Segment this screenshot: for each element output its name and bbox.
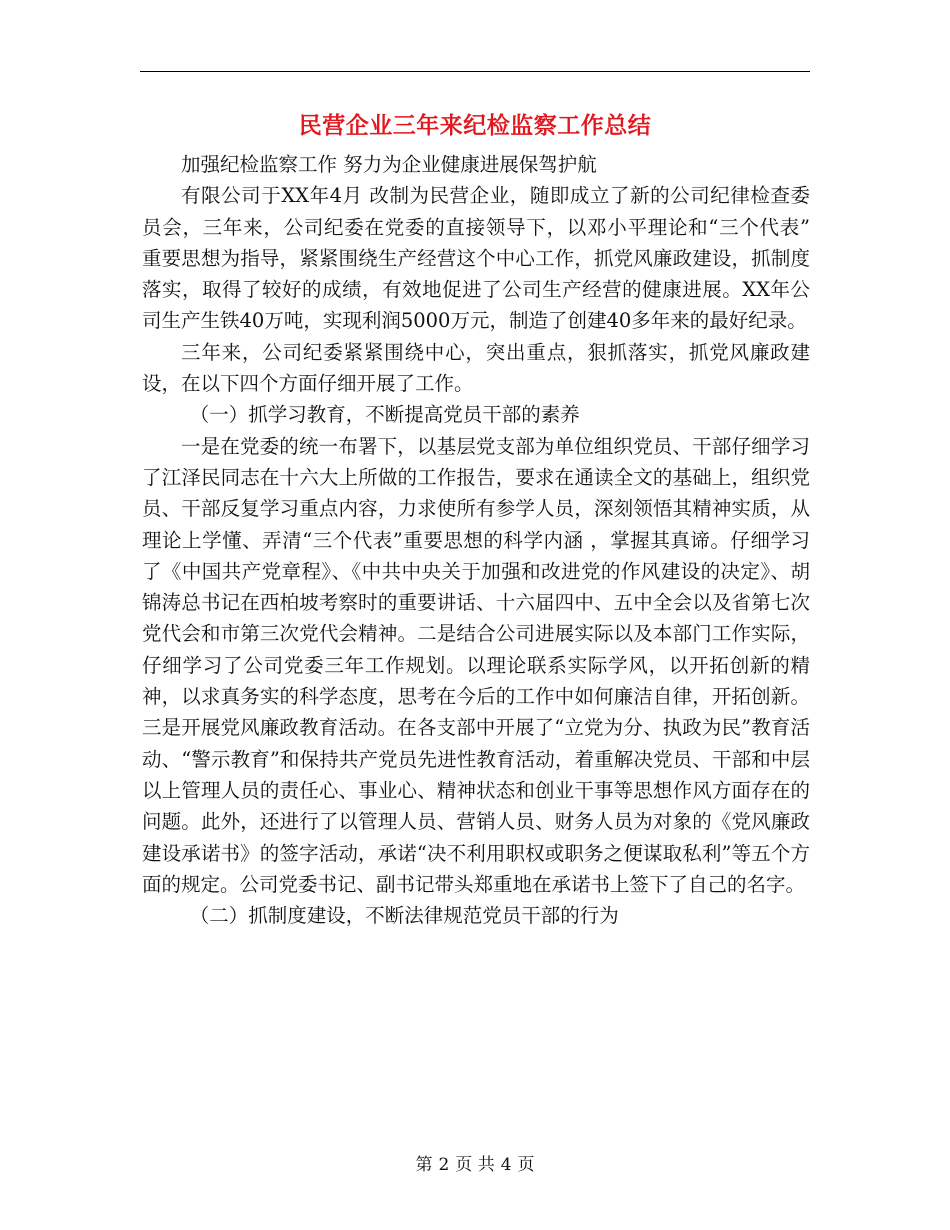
document-body <box>142 149 810 931</box>
page-label-middle: 页 共 <box>455 1155 495 1175</box>
current-page-number: 2 <box>438 1155 450 1175</box>
document-title: 民营企业三年来纪检监察工作总结 <box>298 113 652 139</box>
header-rule <box>140 71 810 72</box>
page-label-suffix: 页 <box>517 1155 535 1175</box>
section-heading-1: （一）抓学习教育，不断提高党员干部的素养 <box>189 403 580 427</box>
body-paragraph: 有限公司于XX年4月 改制为民营企业，随即成立了新的公司纪律检查委员会，三年来，公司纪委在党委的直接领导下，以邓小平理论和“三个代表” 重要思想为指导，紧紧围绕生产经营这个中心工作，抓党风廉政建设，抓制度落实，取得了较好的成绩，有效地促进了公司生产经营的健康进展。XX年公司生产生铁40万吨，实现利润5000万元，制造了创建40多年来的最好纪录。 <box>142 184 810 333</box>
section-heading-2: （二）抓制度建设，不断法律规范党员干部的行为 <box>189 904 619 928</box>
body-paragraph: 一是在党委的统一布署下，以基层党支部为单位组织党员、干部仔细学习了江泽民同志在十六大上所做的工作报告，要求在通读全文的基础上，组织党员、干部反复学习重点内容，力求使所有参学人员，深刻领悟其精神实质，从理论上学懂、弄清“三个代表”重要思想的科学内涵 ，掌握其真谛。仔细学习了《中国共产党章程》、《中共中央关于加强和改进党的作风建设的决定》、胡锦涛总书记在西柏坡考察时的重要讲话、十六届四中、五中全会以及省第七次党代会和市第三次党代会精神。二是结合公司进展实际以及本部门工作实际，仔细学习了公司党委三年工作规划。以理论联系实际学风，以开拓创新的精神，以求真务实的科学态度，思考在今后的工作中如何廉洁自律，开拓创新。三是开展党风廉政教育活动。在各支部中开展了“立党为分、执政为民”教育活动、“警示教育”和保持共产党员先进性教育活动，着重解决党员、干部和中层以上管理人员的责任心、事业心、精神状态和创业干事等思想作风方面存在的问题。此外，还进行了以管理人员、营销人员、财务人员为对象的《党风廉政建设承诺书》的签字活动，承诺“决不利用职权或职务之便谋取私利”等五个方面的规定。公司党委书记、副书记带头郑重地在承诺书上签下了自己的名字。 <box>142 434 810 896</box>
total-pages-number: 4 <box>500 1155 512 1175</box>
body-paragraph: 三年来，公司纪委紧紧围绕中心，突出重点，狠抓落实，抓党风廉政建设，在以下四个方面仔细开展了工作。 <box>142 340 810 396</box>
subtitle-paragraph: 加强纪检监察工作 努力为企业健康进展保驾护航 <box>181 153 597 176</box>
page-number-footer <box>0 1153 950 1177</box>
page-label-prefix: 第 <box>415 1155 433 1175</box>
